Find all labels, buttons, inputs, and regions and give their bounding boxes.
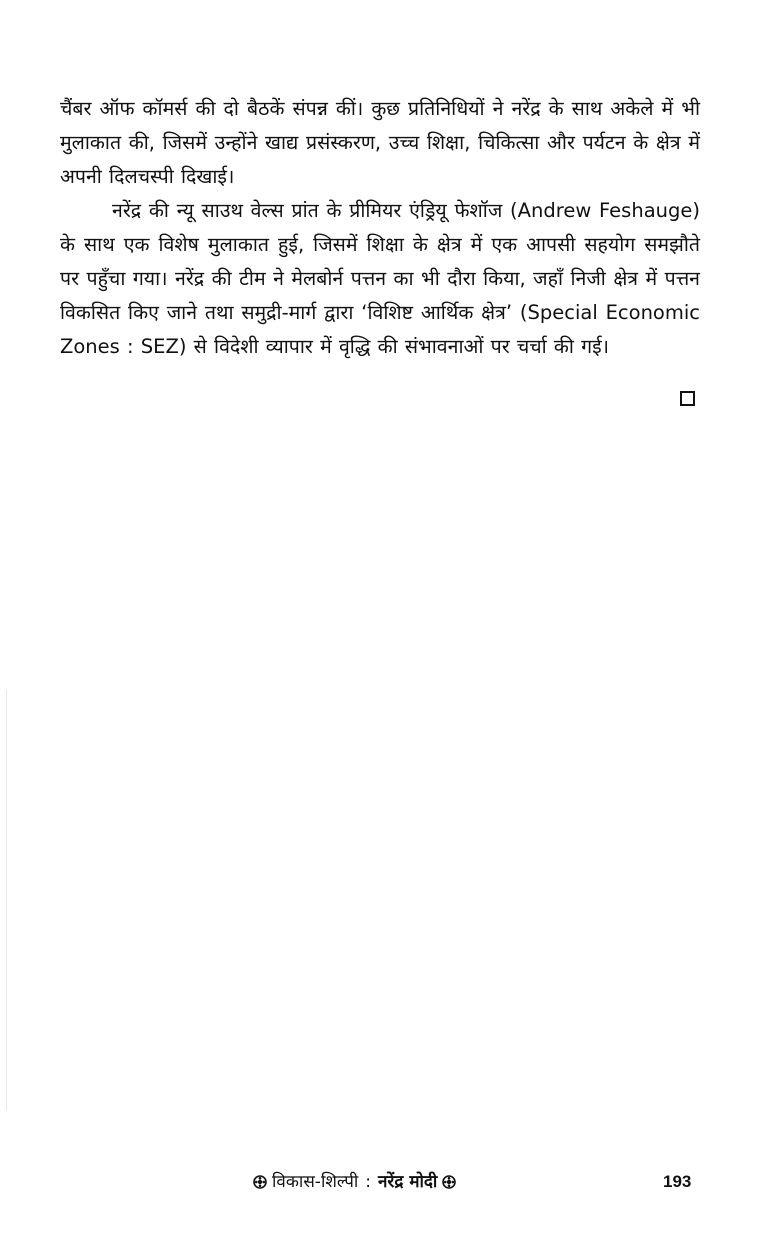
scan-margin-line — [6, 690, 7, 1110]
running-footer-title — [253, 1168, 456, 1196]
body-text — [60, 92, 700, 364]
section-end-square-icon — [680, 391, 695, 406]
paragraph-meeting: नरेंद्र की न्यू साउथ वेल्स प्रांत के प्रीमियर एंड्रियू फेशॉज (Andrew Feshauge) के साथ एक विशेष मुलाकात हुई, जिसमें शिक्षा के क्षेत्र में एक आपसी सहयोग समझौते पर पहुँचा गया। नरेंद्र की टीम ने मेलबोर्न पत्तन का भी दौरा किया, जहाँ निजी क्षेत्र में पत्तन विकसित किए जाने तथा समुद्री-मार्ग द्वारा ‘विशिष्ट आर्थिक क्षेत्र’ (Special Economic Zones : SEZ) से विदेशी व्यापार में वृद्धि की संभावनाओं पर चर्चा की गई। — [60, 199, 700, 358]
paragraph-continued: चैंबर ऑफ कॉमर्स की दो बैठकें संपन्न कीं। कुछ प्रतिनिधियों ने नरेंद्र के साथ अकेले में भी मुलाकात की, जिसमें उन्होंने खाद्य प्रसंस्करण, उच्च शिक्षा, चिकित्सा और पर्यटन के क्षेत्र में अपनी दिलचस्पी दिखाई। — [60, 97, 700, 188]
flower-ornament-icon — [253, 1175, 267, 1189]
footer-book-title: विकास-शिल्पी — [272, 1172, 359, 1192]
flower-ornament-icon — [442, 1175, 456, 1189]
footer-person-name: नरेंद्र मोदी — [378, 1172, 438, 1192]
page-footer — [0, 1168, 783, 1198]
footer-separator: : — [365, 1172, 371, 1192]
page-number: 193 — [663, 1172, 692, 1191]
